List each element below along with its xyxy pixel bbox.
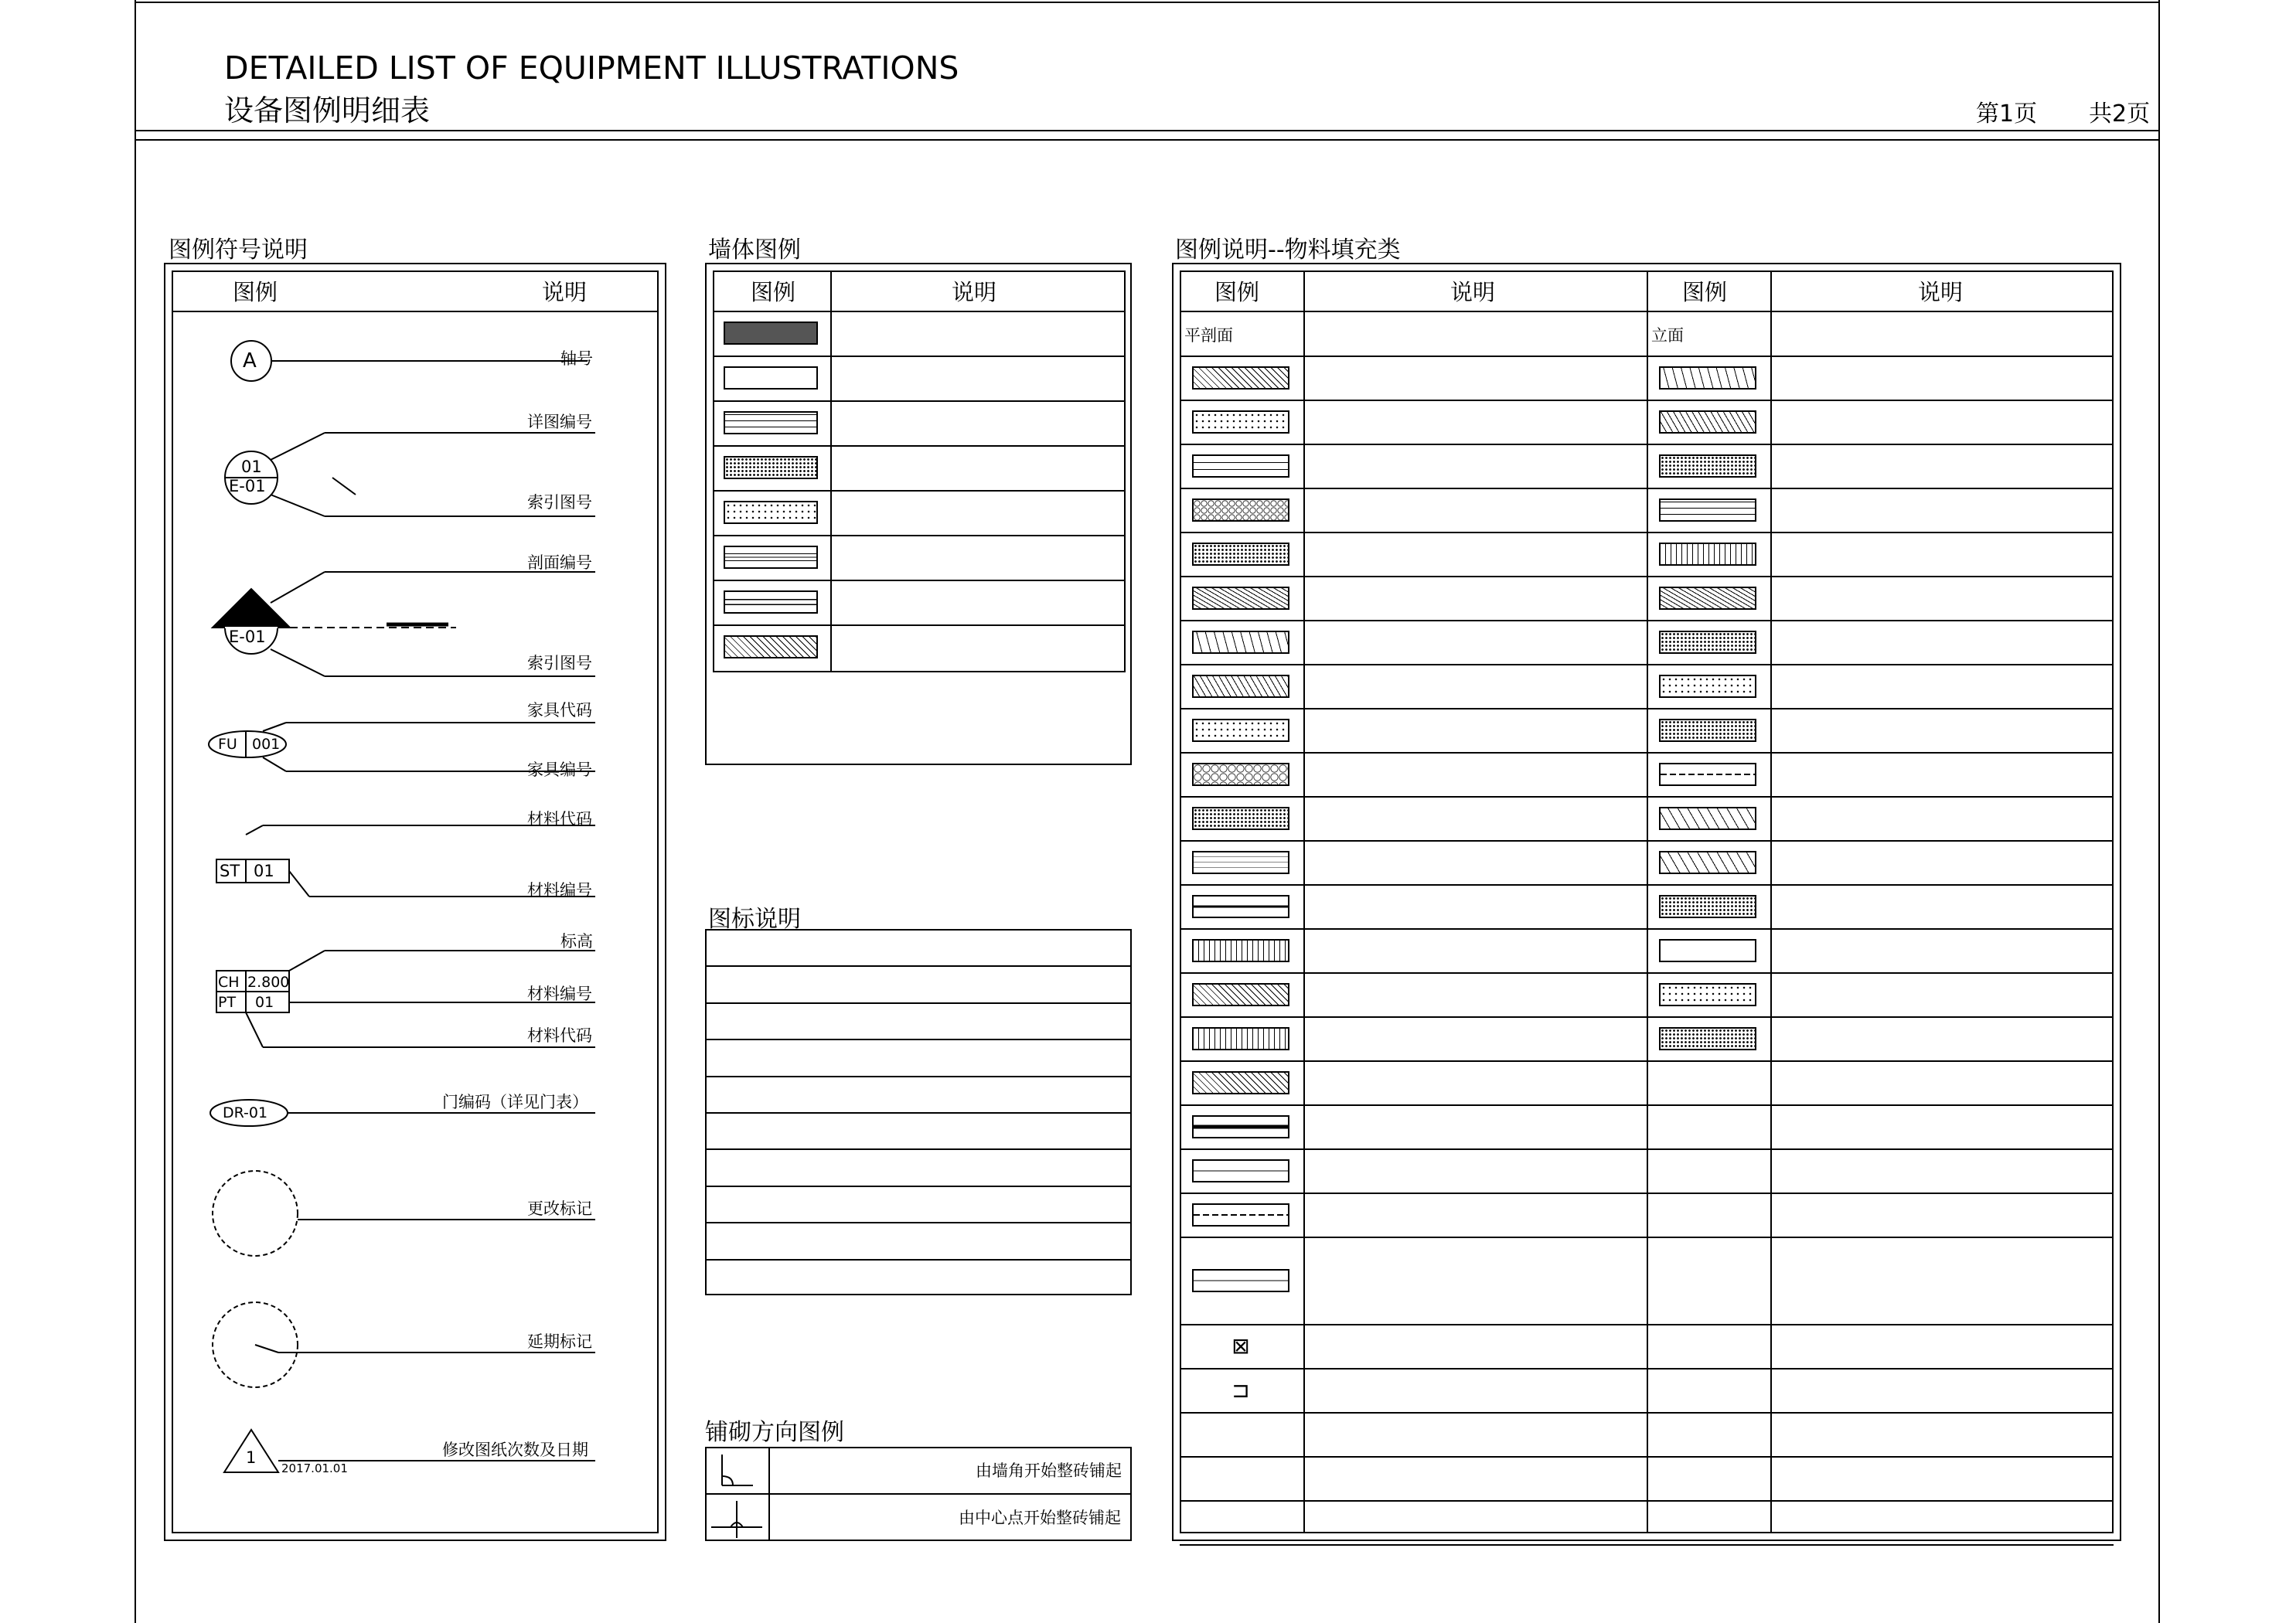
material-row-divider	[1180, 444, 2114, 445]
material-right-swatch-16	[1659, 1027, 1756, 1050]
material-code-desc: 材料代码	[527, 810, 592, 829]
detail-tail	[332, 478, 356, 495]
furniture-no: 001	[252, 736, 281, 753]
material-row-divider	[1180, 1148, 2114, 1150]
legend-symbols-title: 图例符号说明	[169, 236, 308, 264]
material-row-divider	[1180, 532, 2114, 533]
material-right-swatch-1	[1659, 366, 1756, 390]
material-row-divider	[1180, 620, 2114, 621]
pt-label: PT	[218, 994, 237, 1011]
material-left-header: 平剖面	[1184, 326, 1233, 345]
icon-row-divider	[705, 1002, 1132, 1004]
ch-label: CH	[218, 974, 240, 991]
material-right-swatch-7	[1659, 631, 1756, 654]
material-row-divider	[1180, 576, 2114, 577]
material-swatch-23: ⊠	[1231, 1332, 1250, 1359]
icon-row-divider	[705, 1039, 1132, 1040]
material-row-divider	[1180, 840, 2114, 842]
wall-swatch-5	[724, 501, 818, 524]
material-swatch-3	[1192, 454, 1289, 478]
material-code: ST	[220, 862, 240, 880]
material-right-swatch-8	[1659, 675, 1756, 698]
extend-desc: 延期标记	[527, 1332, 592, 1351]
material-row-divider	[1180, 1237, 2114, 1238]
page-title-en: DETAILED LIST OF EQUIPMENT ILLUSTRATIONS	[224, 49, 959, 87]
ch-pt-leader-low	[246, 1012, 263, 1047]
material-row-divider	[1180, 1060, 2114, 1062]
wall-row-divider	[713, 400, 1126, 402]
material-swatch-13	[1192, 895, 1289, 918]
material-legend-title: 图例说明--物料填充类	[1175, 236, 1401, 264]
wall-swatch-3	[724, 411, 818, 434]
material-row-divider	[1180, 1412, 2114, 1414]
wall-legend-col-legend: 图例	[750, 279, 795, 305]
page-title-cn: 设备图例明细表	[224, 94, 431, 128]
material-no-leader	[289, 871, 309, 897]
wall-row-divider	[713, 624, 1126, 626]
rev-desc: 修改图纸次数及日期	[442, 1441, 588, 1459]
material-header-rule	[1180, 311, 2114, 312]
elevation-desc: 标高	[560, 932, 593, 951]
wall-swatch-7	[724, 590, 818, 614]
wall-row-divider	[713, 490, 1126, 492]
material-col-divider	[1647, 270, 1648, 1533]
ch-value: 2.800	[247, 974, 290, 991]
material-right-header: 立面	[1651, 326, 1684, 345]
material-row-divider	[1180, 488, 2114, 489]
material-swatch-21	[1192, 1269, 1289, 1292]
material-swatch-2	[1192, 410, 1289, 434]
detail-leader-down	[271, 495, 325, 516]
detail-no-desc: 详图编号	[527, 413, 592, 431]
material-right-swatch-3	[1659, 454, 1756, 478]
wall-row-divider	[713, 356, 1126, 357]
furniture-no-leader	[263, 757, 286, 771]
axis-label: A	[243, 349, 257, 373]
furniture-code: FU	[218, 736, 237, 753]
furniture-no-desc: 家具编号	[527, 760, 592, 779]
frame-left-border	[135, 0, 136, 1623]
material-swatch-11	[1192, 807, 1289, 830]
material-right-swatch-5	[1659, 543, 1756, 566]
door-code: DR-01	[223, 1104, 268, 1121]
wall-row-divider	[713, 535, 1126, 536]
material-swatch-15	[1192, 983, 1289, 1006]
material-no: 01	[254, 862, 274, 880]
material-col-legend-1: 图例	[1214, 279, 1259, 305]
material-right-swatch-9	[1659, 719, 1756, 742]
wall-legend-header-rule	[713, 311, 1126, 312]
material-row-divider	[1180, 1456, 2114, 1458]
wall-swatch-8	[724, 635, 818, 658]
corner-arc	[722, 1476, 733, 1485]
material-row-divider	[1180, 708, 2114, 709]
paving-legend-row-rule	[705, 1493, 1132, 1495]
frame-right-border	[2158, 0, 2160, 1623]
detail-sheet: E-01	[229, 477, 266, 495]
material-right-swatch-4	[1659, 498, 1756, 522]
material-right-swatch-6	[1659, 587, 1756, 610]
material-row-divider	[1180, 928, 2114, 930]
door-desc: 门编码（详见门表）	[442, 1093, 588, 1111]
material-right-swatch-10	[1659, 763, 1756, 786]
material-row-divider	[1180, 1544, 2114, 1546]
material-row-divider	[1180, 972, 2114, 974]
material-row-divider	[1180, 400, 2114, 401]
elevation-leader	[289, 951, 325, 971]
wall-legend-col-divider	[830, 270, 832, 671]
wall-swatch-4	[724, 456, 818, 479]
material-right-swatch-2	[1659, 410, 1756, 434]
section-sheet: E-01	[229, 628, 266, 646]
page-current: 第1页	[1976, 100, 2038, 128]
material-swatch-19	[1192, 1159, 1289, 1182]
index-desc: 索引图号	[527, 493, 592, 512]
material-col-divider	[1770, 270, 1772, 1533]
frame-top-border	[135, 2, 2160, 3]
icon-row-divider	[705, 1076, 1132, 1077]
icon-row-divider	[705, 1148, 1132, 1150]
rev-number: 1	[246, 1448, 257, 1467]
material-row-divider	[1180, 1324, 2114, 1325]
material-swatch-24: ⊐	[1231, 1376, 1250, 1403]
section-code: 01	[241, 606, 262, 624]
paving-row-1: 由墙角开始整砖铺起	[976, 1461, 1122, 1480]
detail-code: 01	[241, 458, 262, 476]
wall-legend-col-desc: 说明	[951, 279, 996, 305]
material-col-legend-2: 图例	[1681, 279, 1727, 305]
material-swatch-18	[1192, 1115, 1289, 1138]
icon-row-divider	[705, 1112, 1132, 1114]
icon-row-divider	[705, 1186, 1132, 1187]
revision-desc: 更改标记	[527, 1199, 592, 1218]
material-subheader-rule	[1180, 356, 2114, 357]
material-swatch-5	[1192, 543, 1289, 566]
material-swatch-9	[1192, 719, 1289, 742]
paving-row-2: 由中心点开始整砖铺起	[959, 1509, 1121, 1527]
section-leader-up	[271, 572, 325, 603]
material-row-divider	[1180, 664, 2114, 665]
paving-icons	[705, 1447, 768, 1541]
material-right-swatch-13	[1659, 895, 1756, 918]
detail-leader-up	[271, 433, 325, 460]
material-right-swatch-14	[1659, 939, 1756, 962]
material-col-desc-1: 说明	[1449, 279, 1495, 305]
material-swatch-1	[1192, 366, 1289, 390]
material-swatch-6	[1192, 587, 1289, 610]
material-right-swatch-12	[1659, 851, 1756, 874]
material-code-leader	[246, 825, 263, 835]
extend-leader	[255, 1345, 278, 1352]
material-col-divider	[1303, 270, 1305, 1533]
header-rule-2	[135, 139, 2160, 141]
material-no-desc2: 材料编号	[527, 985, 592, 1003]
material-swatch-12	[1192, 851, 1289, 874]
material-row-divider	[1180, 1368, 2114, 1370]
material-row-divider	[1180, 884, 2114, 886]
wall-swatch-2	[724, 366, 818, 390]
material-row-divider	[1180, 796, 2114, 798]
section-leader-down	[271, 649, 325, 676]
icon-row-divider	[705, 1259, 1132, 1261]
material-row-divider	[1180, 1104, 2114, 1106]
paving-legend-title: 铺砌方向图例	[705, 1419, 844, 1446]
material-swatch-20	[1192, 1203, 1289, 1227]
wall-swatch-6	[724, 546, 818, 569]
axis-desc: 轴号	[560, 349, 593, 368]
rev-date: 2017.01.01	[281, 1461, 348, 1475]
material-swatch-4	[1192, 498, 1289, 522]
section-index-desc: 索引图号	[527, 654, 592, 672]
legend-symbols-col-legend: 图例	[232, 279, 278, 305]
legend-symbols-col-desc: 说明	[541, 279, 587, 305]
material-no-desc: 材料编号	[527, 881, 592, 900]
wall-row-divider	[713, 580, 1126, 581]
material-swatch-7	[1192, 631, 1289, 654]
wall-row-divider	[713, 445, 1126, 447]
material-row-divider	[1180, 1016, 2114, 1018]
wall-legend-title: 墙体图例	[708, 236, 801, 264]
material-right-swatch-15	[1659, 983, 1756, 1006]
page-total: 共2页	[2089, 100, 2151, 128]
material-col-desc-2: 说明	[1917, 279, 1963, 305]
section-desc: 剖面编号	[527, 553, 592, 572]
revision-cloud	[213, 1171, 298, 1256]
furniture-code-leader	[263, 723, 286, 731]
header-rule-1	[135, 130, 2160, 131]
material-right-swatch-11	[1659, 807, 1756, 830]
furniture-code-desc: 家具代码	[527, 701, 592, 720]
material-row-divider	[1180, 1193, 2114, 1194]
material-swatch-8	[1192, 675, 1289, 698]
icon-row-divider	[705, 965, 1132, 967]
material-row-divider	[1180, 1500, 2114, 1502]
pt-value: 01	[255, 994, 274, 1011]
material-row-divider	[1180, 752, 2114, 754]
icon-legend-title: 图标说明	[708, 906, 801, 933]
material-swatch-17	[1192, 1071, 1289, 1094]
icon-row-divider	[705, 1222, 1132, 1223]
material-swatch-14	[1192, 939, 1289, 962]
material-swatch-16	[1192, 1027, 1289, 1050]
material-swatch-10	[1192, 763, 1289, 786]
material-code-desc2: 材料代码	[527, 1026, 592, 1045]
wall-swatch-1	[724, 322, 818, 345]
